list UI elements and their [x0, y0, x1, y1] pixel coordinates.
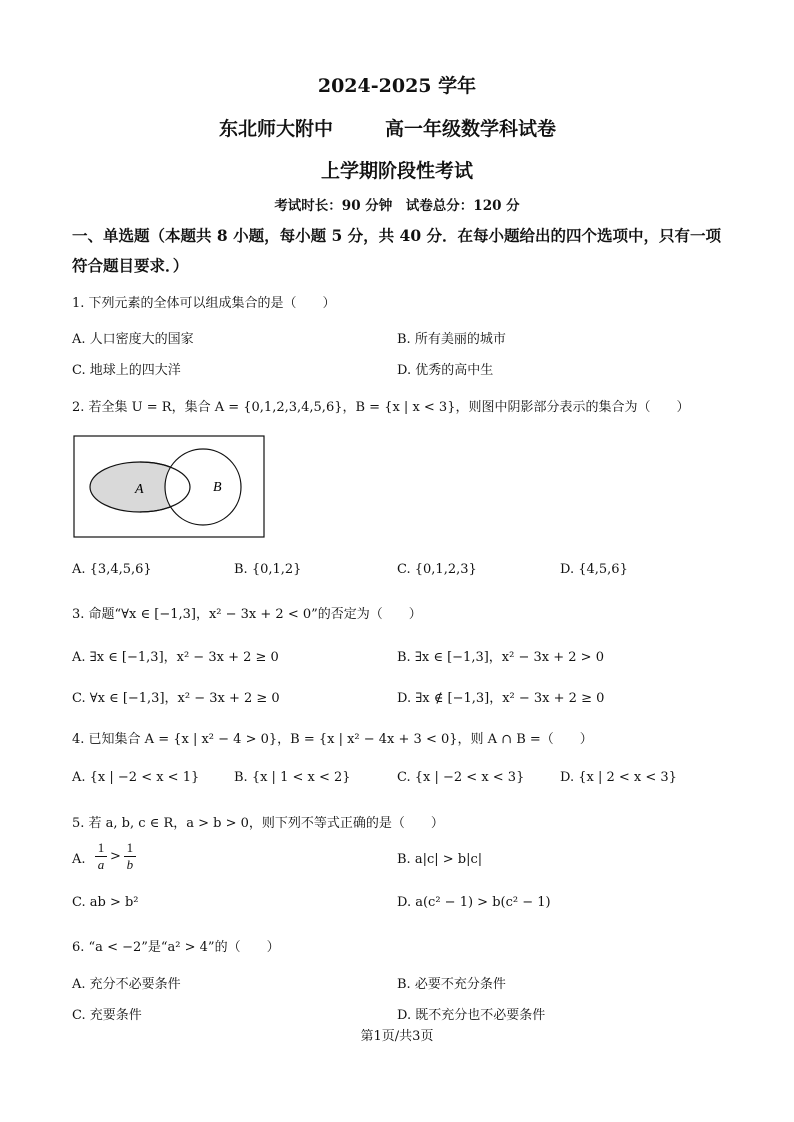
exam-meta: 考试时长：90 分钟 试卷总分：120 分: [274, 198, 520, 214]
q3-option-b: B. ∃x ∈ [−1,3]，x² − 3x + 2 > 0: [397, 650, 604, 665]
exam-year: 2024-2025 学年: [317, 75, 477, 97]
exam-term: 上学期阶段性考试: [320, 160, 473, 182]
q5-frac-left-num: 1: [97, 840, 105, 855]
question-5-stem: 5. 若 a, b, c ∈ R，a > b > 0，则下列不等式正确的是（ ）: [72, 816, 444, 831]
venn-label-a: A: [135, 482, 144, 497]
q5-frac-right-num: 1: [126, 840, 134, 855]
q5-frac-right-den: b: [126, 857, 134, 872]
q4-option-d: D. {x | 2 < x < 3}: [560, 770, 677, 785]
venn-diagram: [73, 435, 267, 539]
q6-option-a: A. 充分不必要条件: [72, 977, 181, 992]
section-heading-line2: 符合题目要求．）: [72, 256, 189, 275]
q5-option-b: B. a|c| > b|c|: [397, 852, 483, 867]
q1-option-a: A. 人口密度大的国家: [72, 332, 194, 347]
q5-frac-op: >: [110, 849, 121, 864]
q2-option-b: B. {0,1,2}: [234, 562, 302, 577]
page-footer: 第1页/共3页: [360, 1029, 434, 1044]
q6-option-d: D. 既不充分也不必要条件: [397, 1008, 546, 1023]
q5-option-a-expression: [95, 840, 136, 873]
q3-option-d: D. ∃x ∉ [−1,3]，x² − 3x + 2 ≥ 0: [397, 691, 605, 706]
question-4-stem: 4. 已知集合 A = {x | x² − 4 > 0}，B = {x | x² − 4x + 3 < 0}，则 A ∩ B =（ ）: [72, 732, 593, 747]
q1-option-b: B. 所有美丽的城市: [397, 332, 506, 347]
school-name: 东北师大附中: [219, 118, 334, 140]
q5-option-a-label: A.: [72, 852, 86, 867]
question-3-stem: 3. 命题“∀x ∈ [−1,3]，x² − 3x + 2 < 0”的否定为（ ）: [72, 607, 422, 622]
q5-option-c: C. ab > b²: [72, 895, 139, 910]
q2-option-c: C. {0,1,2,3}: [397, 562, 477, 577]
q5-frac-left-den: a: [97, 857, 105, 872]
q6-option-c: C. 充要条件: [72, 1008, 142, 1023]
q5-frac-right: [124, 840, 136, 873]
q4-option-a: A. {x | −2 < x < 1}: [72, 770, 200, 785]
venn-set-b: [165, 449, 241, 525]
q5-option-d: D. a(c² − 1) > b(c² − 1): [397, 895, 551, 910]
q4-option-c: C. {x | −2 < x < 3}: [397, 770, 525, 785]
q2-option-a: A. {3,4,5,6}: [72, 562, 152, 577]
exam-title: 高一年级数学科试卷: [385, 118, 557, 140]
q3-option-a: A. ∃x ∈ [−1,3]，x² − 3x + 2 ≥ 0: [72, 650, 279, 665]
q1-option-c: C. 地球上的四大洋: [72, 363, 181, 378]
question-1-stem: 1. 下列元素的全体可以组成集合的是（ ）: [72, 296, 336, 311]
venn-label-b: B: [213, 480, 222, 495]
q1-option-d: D. 优秀的高中生: [397, 363, 494, 378]
question-6-stem: 6. “a < −2”是“a² > 4”的（ ）: [72, 940, 280, 955]
q2-option-d: D. {4,5,6}: [560, 562, 628, 577]
section-heading-line1: 一、单选题（本题共 8 小题，每小题 5 分，共 40 分．在每小题给出的四个选项中，只有一项: [72, 226, 722, 245]
q6-option-b: B. 必要不充分条件: [397, 977, 506, 992]
question-2-stem: 2. 若全集 U = R，集合 A = {0,1,2,3,4,5,6}，B = {x | x < 3}，则图中阴影部分表示的集合为（ ）: [72, 400, 690, 415]
q3-option-c: C. ∀x ∈ [−1,3]，x² − 3x + 2 ≥ 0: [72, 691, 280, 706]
q4-option-b: B. {x | 1 < x < 2}: [234, 770, 351, 785]
q5-frac-left: [95, 840, 107, 873]
